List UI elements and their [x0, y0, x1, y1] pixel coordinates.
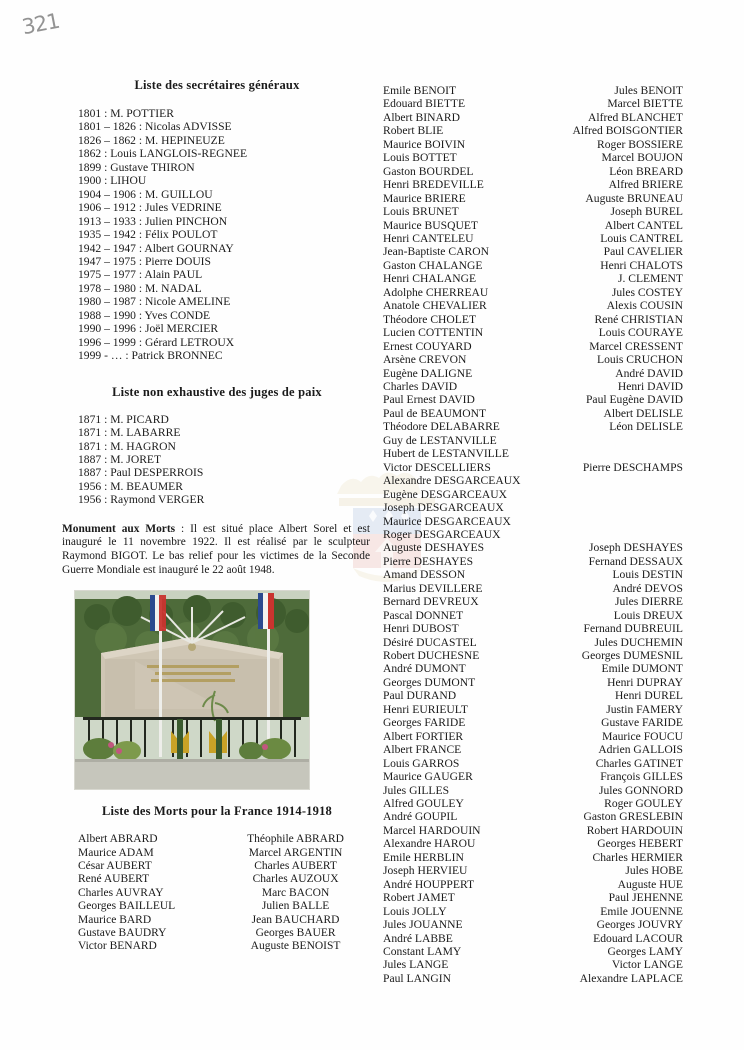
- list-item: 1942 – 1947 : Albert GOURNAY: [78, 241, 234, 255]
- list-item: 1904 – 1906 : M. GUILLOU: [78, 187, 213, 201]
- list-item: 1871 : M. PICARD: [78, 412, 169, 426]
- monument-photograph: [74, 590, 308, 788]
- name-row: [383, 488, 683, 501]
- name-cell: Georges BAUER: [255, 927, 336, 939]
- list-item: 1871 : M. LABARRE: [78, 426, 181, 440]
- name-row: [383, 407, 683, 420]
- name-cell: Fernand DUBREUIL: [583, 622, 683, 636]
- name-cell: Maurice BUSQUET: [383, 218, 478, 232]
- name-cell: Maurice FOUCU: [602, 729, 683, 743]
- name-cell: Victor DESCELLIERS: [383, 460, 491, 474]
- name-cell: Joseph HERVIEU: [383, 864, 468, 878]
- juges-list: [62, 413, 372, 507]
- morts-left-list: [62, 833, 372, 954]
- name-cell: Robert JAMET: [383, 891, 455, 905]
- name-row: [383, 111, 683, 124]
- name-cell: Hubert de LESTANVILLE: [383, 447, 509, 461]
- name-row: [383, 367, 683, 380]
- name-cell: Constant LAMY: [383, 945, 462, 958]
- name-cell: André GOUPIL: [383, 810, 458, 824]
- name-cell: Désiré DUCASTEL: [383, 635, 477, 649]
- name-cell: Alexandre LAPLACE: [579, 971, 683, 985]
- name-row: [383, 178, 683, 191]
- name-row: [383, 878, 683, 891]
- name-row: [383, 770, 683, 783]
- name-cell: Louis CRUCHON: [597, 353, 683, 367]
- name-row: [383, 797, 683, 810]
- name-cell: Jules BENOIT: [614, 84, 683, 97]
- name-row: [383, 515, 683, 528]
- name-cell: Edouard LACOUR: [593, 931, 683, 945]
- name-cell: Jules COSTEY: [611, 285, 683, 299]
- name-cell: Gustave BAUDRY: [78, 927, 167, 939]
- name-cell: Joseph DESHAYES: [589, 541, 683, 555]
- name-cell: Henri CANTELEU: [383, 231, 474, 245]
- name-cell: René CHRISTIAN: [594, 312, 683, 326]
- name-row: [62, 847, 372, 860]
- name-row: [383, 124, 683, 137]
- name-cell: Gustave FARIDE: [601, 716, 683, 730]
- secretaires-title: Liste des secrétaires généraux: [134, 78, 300, 92]
- name-row: [383, 84, 683, 97]
- name-cell: Maurice DESGARCEAUX: [383, 514, 511, 528]
- name-row: [383, 219, 683, 232]
- list-item: 1862 : Louis LANGLOIS-REGNEE: [78, 147, 248, 161]
- name-cell: Henri BREDEVILLE: [383, 178, 484, 192]
- name-cell: Victor BENARD: [78, 940, 157, 953]
- name-cell: Louis DREUX: [613, 608, 683, 622]
- name-row: [62, 940, 372, 953]
- left-column: [62, 78, 372, 954]
- name-row: [383, 891, 683, 904]
- name-row: [383, 272, 683, 285]
- name-cell: Victor LANGE: [611, 958, 683, 972]
- name-cell: Jules DIERRE: [615, 595, 683, 609]
- name-cell: Robert BLIE: [383, 124, 444, 138]
- name-cell: Charles AUVRAY: [78, 886, 164, 899]
- name-row: [383, 932, 683, 945]
- name-row: [383, 192, 683, 205]
- name-cell: Anatole CHEVALIER: [383, 299, 487, 313]
- name-row: [62, 860, 372, 873]
- name-cell: Fernand DESSAUX: [588, 554, 683, 568]
- handwritten-folio-number: 321: [20, 8, 62, 40]
- list-item: 1899 : Gustave THIRON: [78, 160, 195, 174]
- morts-title: Liste des Morts pour la France 1914-1918: [102, 804, 332, 819]
- name-cell: Georges FARIDE: [383, 716, 466, 730]
- name-cell: Alexis COUSIN: [606, 299, 683, 313]
- name-cell: Marcel HARDOUIN: [383, 823, 481, 837]
- monument-text: : Il est situé place Albert Sorel et est inauguré le 11 novembre 1922. Il est réalisé par le sculpteur Raymond BIGOT. Le bas relief pour les victimes de la Seconde Guerre Mondiale est inauguré le 22 août 1948.: [62, 522, 370, 576]
- name-row: [383, 582, 683, 595]
- name-row: [383, 851, 683, 864]
- name-cell: Charles DAVID: [383, 379, 458, 393]
- name-cell: Paul DURAND: [383, 689, 457, 703]
- name-row: [62, 927, 372, 940]
- name-cell: Justin FAMERY: [606, 702, 683, 716]
- name-row: [383, 340, 683, 353]
- name-cell: René AUBERT: [78, 873, 150, 886]
- name-cell: Emile BENOIT: [383, 84, 457, 97]
- name-cell: Pierre DESHAYES: [383, 554, 474, 568]
- name-row: [383, 165, 683, 178]
- name-cell: Louis CANTREL: [600, 231, 683, 245]
- name-cell: Edouard BIETTE: [383, 97, 466, 111]
- name-cell: Maurice BARD: [78, 913, 152, 926]
- name-row: [383, 905, 683, 918]
- name-row: [62, 833, 372, 846]
- name-cell: Guy de LESTANVILLE: [383, 433, 497, 447]
- name-cell: André LABBE: [383, 931, 453, 945]
- name-cell: Albert CANTEL: [604, 218, 683, 232]
- name-row: [383, 810, 683, 823]
- name-row: [383, 864, 683, 877]
- list-item: 1999 - … : Patrick BRONNEC: [78, 349, 223, 363]
- name-cell: Théophile ABRARD: [247, 833, 344, 846]
- name-cell: Alfred BLANCHET: [588, 110, 683, 124]
- name-row: [383, 313, 683, 326]
- name-cell: Robert HARDOUIN: [586, 823, 683, 837]
- name-cell: Louis DESTIN: [612, 568, 683, 582]
- name-cell: Pascal DONNET: [383, 608, 464, 622]
- name-cell: Charles GATINET: [595, 756, 683, 770]
- list-item: 1978 – 1980 : M. NADAL: [78, 281, 202, 295]
- name-cell: Alfred GOULEY: [383, 797, 464, 811]
- list-item: 1935 – 1942 : Félix POULOT: [78, 228, 218, 242]
- name-cell: Roger BOSSIERE: [597, 137, 683, 151]
- name-row: [383, 326, 683, 339]
- name-cell: Gaston GRESLEBIN: [583, 810, 683, 824]
- name-row: [383, 945, 683, 958]
- name-cell: Gaston CHALANGE: [383, 258, 483, 272]
- name-row: [383, 259, 683, 272]
- list-item: 1887 : Paul DESPERROIS: [78, 466, 204, 480]
- list-item: 1871 : M. HAGRON: [78, 439, 176, 453]
- name-row: [383, 245, 683, 258]
- name-row: [383, 609, 683, 622]
- list-item: 1887 : M. JORET: [78, 452, 162, 466]
- name-row: [383, 662, 683, 675]
- name-cell: André DUMONT: [383, 662, 466, 676]
- name-cell: Georges BAILLEUL: [78, 900, 176, 913]
- name-cell: Marc BACON: [261, 886, 330, 899]
- name-cell: Jules DUCHEMIN: [594, 635, 683, 649]
- name-cell: Marcel CRESSENT: [589, 339, 683, 353]
- name-cell: Théodore CHOLET: [383, 312, 477, 326]
- name-row: [383, 689, 683, 702]
- name-cell: Paul Eugène DAVID: [585, 393, 683, 407]
- name-cell: Paul LANGIN: [383, 971, 451, 985]
- name-cell: Paul de BEAUMONT: [383, 406, 487, 420]
- name-cell: Auguste DESHAYES: [383, 541, 485, 555]
- name-row: [383, 353, 683, 366]
- list-item: 1900 : LIHOU: [78, 174, 147, 188]
- name-cell: Bernard DEVREUX: [383, 595, 479, 609]
- name-cell: Auguste BENOIST: [250, 940, 341, 953]
- name-cell: Jules GILLES: [383, 783, 450, 797]
- name-cell: André DAVID: [615, 366, 683, 380]
- name-row: [383, 703, 683, 716]
- list-item: 1906 – 1912 : Jules VEDRINE: [78, 201, 222, 215]
- name-row: [383, 743, 683, 756]
- name-cell: Maurice ADAM: [78, 846, 154, 859]
- list-item: 1956 : M. BEAUMER: [78, 479, 183, 493]
- right-column: [383, 84, 683, 985]
- name-cell: Jules JOUANNE: [383, 918, 463, 932]
- name-cell: Georges JOUVRY: [596, 918, 683, 932]
- name-row: [383, 837, 683, 850]
- name-cell: Henri DAVID: [617, 379, 683, 393]
- name-cell: Marcel BIETTE: [607, 97, 683, 111]
- name-cell: Jules HOBE: [625, 864, 683, 878]
- name-row: [383, 151, 683, 164]
- list-item: 1996 – 1999 : Gérard LETROUX: [78, 335, 235, 349]
- name-cell: Jean-Baptiste CARON: [383, 245, 489, 259]
- name-cell: Charles AUZOUX: [252, 873, 339, 886]
- name-row: [62, 873, 372, 886]
- name-cell: Amand DESSON: [383, 568, 466, 582]
- name-row: [383, 528, 683, 541]
- name-row: [383, 958, 683, 971]
- name-cell: Gaston BOURDEL: [383, 164, 474, 178]
- name-cell: Jules LANGE: [383, 958, 449, 972]
- name-row: [383, 649, 683, 662]
- name-cell: Paul Ernest DAVID: [383, 393, 475, 407]
- name-cell: Emile JOUENNE: [600, 904, 683, 918]
- name-row: [383, 918, 683, 931]
- name-row: [383, 138, 683, 151]
- name-cell: Jules GONNORD: [598, 783, 683, 797]
- name-cell: Théodore DELABARRE: [383, 420, 500, 434]
- name-cell: Marcel BOUJON: [601, 151, 683, 165]
- name-row: [383, 434, 683, 447]
- name-cell: Albert FRANCE: [383, 743, 462, 757]
- name-row: [383, 299, 683, 312]
- name-cell: Henri DUBOST: [383, 622, 459, 636]
- name-row: [383, 541, 683, 554]
- list-item: 1988 – 1990 : Yves CONDE: [78, 308, 211, 322]
- name-cell: Louis JOLLY: [383, 904, 447, 918]
- name-row: [383, 447, 683, 460]
- name-row: [383, 461, 683, 474]
- name-cell: Eugène DESGARCEAUX: [383, 487, 507, 501]
- name-cell: Auguste HUE: [617, 877, 683, 891]
- list-item: 1990 – 1996 : Joël MERCIER: [78, 322, 219, 336]
- name-row: [383, 824, 683, 837]
- name-cell: Charles HERMIER: [592, 850, 683, 864]
- name-cell: Henri DUPRAY: [607, 675, 683, 689]
- name-cell: Ernest COUYARD: [383, 339, 472, 353]
- name-row: [383, 636, 683, 649]
- name-row: [383, 501, 683, 514]
- name-cell: Georges LAMY: [607, 945, 683, 958]
- monument-label: Monument aux Morts: [62, 522, 176, 535]
- list-item: 1913 – 1933 : Julien PINCHON: [78, 214, 228, 228]
- name-cell: Arsène CREVON: [383, 353, 467, 367]
- name-cell: Léon DELISLE: [609, 420, 683, 434]
- list-item: 1947 – 1975 : Pierre DOUIS: [78, 254, 211, 268]
- name-cell: Paul CAVELIER: [603, 245, 683, 259]
- name-row: [383, 972, 683, 985]
- name-cell: Henri DUREL: [615, 689, 683, 703]
- list-item: 1801 : M. POTTIER: [78, 107, 174, 120]
- name-cell: Emile DUMONT: [601, 662, 683, 676]
- name-cell: Louis COURAYE: [598, 326, 683, 340]
- name-cell: Pierre DESCHAMPS: [582, 460, 683, 474]
- name-row: [383, 474, 683, 487]
- name-cell: François GILLES: [600, 770, 683, 784]
- name-cell: Robert DUCHESNE: [383, 649, 480, 663]
- name-cell: Maurice BOIVIN: [383, 137, 466, 151]
- name-cell: Henri EURIEULT: [383, 702, 468, 716]
- name-cell: Maurice BRIERE: [383, 191, 466, 205]
- name-row: [383, 393, 683, 406]
- name-cell: Julien BALLE: [261, 900, 330, 913]
- monument-paragraph: [62, 523, 372, 577]
- name-row: [383, 622, 683, 635]
- name-row: [383, 286, 683, 299]
- name-cell: Alexandre DESGARCEAUX: [383, 474, 521, 488]
- name-cell: Adrien GALLOIS: [598, 743, 683, 757]
- name-row: [383, 568, 683, 581]
- juges-title: Liste non exhaustive des juges de paix: [112, 384, 322, 399]
- name-cell: Lucien COTTENTIN: [383, 326, 484, 340]
- name-row: [383, 784, 683, 797]
- name-cell: Albert ABRARD: [78, 833, 158, 846]
- name-cell: Roger DESGARCEAUX: [383, 527, 501, 541]
- name-cell: Jean BAUCHARD: [251, 913, 340, 926]
- name-row: [383, 97, 683, 110]
- name-row: [383, 595, 683, 608]
- name-row: [383, 730, 683, 743]
- name-cell: Georges DUMONT: [383, 675, 476, 689]
- name-cell: Albert BINARD: [383, 110, 460, 124]
- name-cell: Louis BOTTET: [383, 151, 457, 165]
- list-item: 1956 : Raymond VERGER: [78, 493, 205, 507]
- list-item: 1975 – 1977 : Alain PAUL: [78, 268, 203, 282]
- name-cell: André DEVOS: [612, 581, 683, 595]
- name-cell: Emile HERBLIN: [383, 850, 464, 864]
- name-cell: Louis GARROS: [383, 756, 460, 770]
- list-item: 1980 – 1987 : Nicole AMELINE: [78, 295, 231, 309]
- name-row: [62, 887, 372, 900]
- morts-right-list: [383, 84, 683, 985]
- name-cell: Eugène DALIGNE: [383, 366, 473, 380]
- name-row: [383, 716, 683, 729]
- name-cell: Georges DUMESNIL: [581, 649, 683, 663]
- name-cell: Léon BREARD: [609, 164, 683, 178]
- name-cell: Alexandre HAROU: [383, 837, 476, 851]
- name-cell: Paul JEHENNE: [608, 891, 683, 905]
- name-cell: J. CLEMENT: [617, 272, 683, 286]
- name-cell: Henri CHALOTS: [600, 258, 683, 272]
- name-row: [383, 676, 683, 689]
- name-cell: Henri CHALANGE: [383, 272, 477, 286]
- name-cell: Albert DELISLE: [603, 406, 683, 420]
- name-cell: Charles AUBERT: [254, 859, 337, 872]
- secretaires-list: [62, 107, 372, 363]
- name-row: [383, 380, 683, 393]
- name-cell: Marcel ARGENTIN: [248, 846, 343, 859]
- name-row: [62, 914, 372, 927]
- name-cell: Marius DEVILLERE: [383, 581, 483, 595]
- name-row: [383, 420, 683, 433]
- name-cell: Auguste BRUNEAU: [585, 191, 683, 205]
- name-cell: Roger GOULEY: [604, 797, 683, 811]
- name-cell: Joseph DESGARCEAUX: [383, 501, 504, 515]
- name-row: [383, 555, 683, 568]
- name-cell: Joseph BUREL: [610, 205, 683, 219]
- name-row: [62, 900, 372, 913]
- list-item: 1826 – 1862 : M. HEPINEUZE: [78, 133, 225, 147]
- name-cell: Adolphe CHERREAU: [383, 285, 489, 299]
- list-item: 1801 – 1826 : Nicolas ADVISSE: [78, 120, 232, 134]
- name-cell: César AUBERT: [78, 859, 152, 872]
- name-cell: Louis BRUNET: [383, 205, 459, 219]
- name-cell: Albert FORTIER: [383, 729, 464, 743]
- name-row: [383, 232, 683, 245]
- name-row: [383, 757, 683, 770]
- name-cell: Maurice GAUGER: [383, 770, 473, 784]
- name-row: [383, 205, 683, 218]
- name-cell: Alfred BRIERE: [608, 178, 683, 192]
- name-cell: André HOUPPERT: [383, 877, 475, 891]
- name-cell: Georges HEBERT: [597, 837, 683, 851]
- name-cell: Alfred BOISGONTIER: [572, 124, 683, 138]
